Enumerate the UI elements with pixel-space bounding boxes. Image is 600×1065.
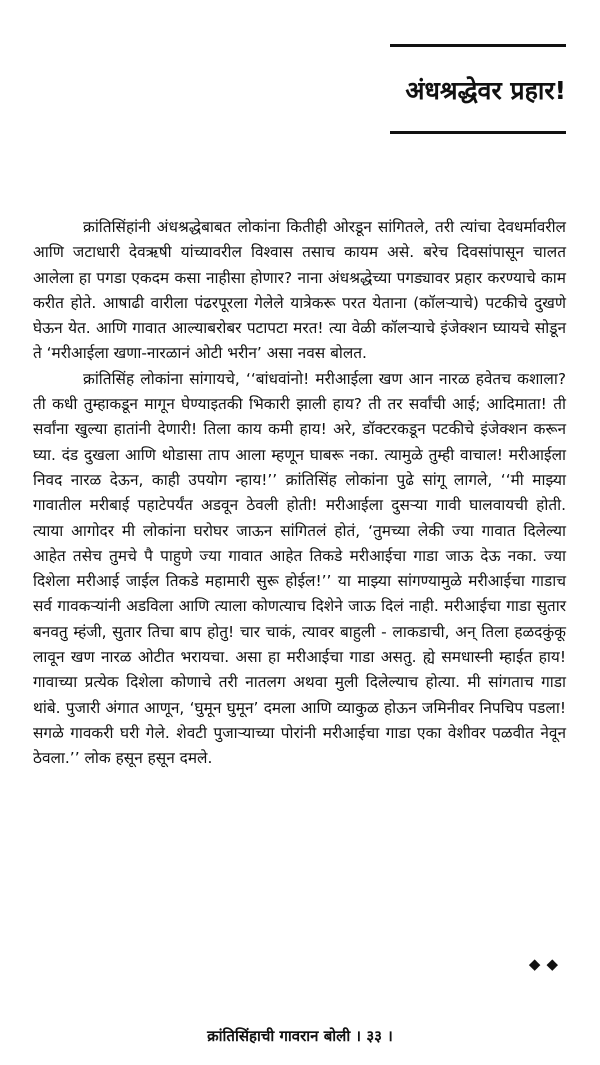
title-top-rule <box>390 44 566 47</box>
paragraph-1: क्रांतिसिंहांनी अंधश्रद्धेबाबत लोकांना कितीही ओरडून सांगितले, तरी त्यांचा देवधर्मावरील आणि जटाधारी देवऋषी यांच्यावरील विश्वास तसाच कायम असे. बरेच दिवसांपासून चालत आलेला हा पगडा एकदम कसा नाहीसा होणार? नाना अंधश्रद्धेच्या पगड्यावर प्रहार करण्याचे काम करीत होते. आषाढी वारीला पंढरपूरला गेलेले यात्रेकरू परत येताना (कॉलऱ्याचे) पटकीचे दुखणे घेऊन येत. आणि गावात आल्याबरोबर पटापटा मरत! त्या वेळी कॉलऱ्याचे इंजेक्शन घ्यायचे सोडून ते ‘मरीआईला खणा-नारळानं ओटी भरीन’ असा नवस बोलत. <box>33 218 566 363</box>
section-end-diamonds: ◆◆ <box>528 955 564 973</box>
chapter-title: अंधश्रद्धेवर प्रहार! <box>405 76 566 105</box>
page-footer: क्रांतिसिंहाची गावरान बोली । ३३ । <box>207 1027 393 1045</box>
body-text <box>33 215 566 772</box>
paragraph-2: क्रांतिसिंह लोकांना सांगायचे, ‘‘बांधवांनो! मरीआईला खण आन नारळ हवेतच कशाला? ती कधी तुम्हाकडून मागून घेण्याइतकी भिकारी झाली हाय? ती तर सर्वांची आई; आदिमाता! ती सर्वांना खुल्या हातांनी देणारी! तिला काय कमी हाय! अरे, डॉक्टरकडून पटकीचे इंजेक्शन करून घ्या. दंड दुखला आणि थोडासा ताप आला म्हणून घाबरू नका. त्यामुळे तुम्ही वाचाल! मरीआईला निवद नारळ देऊन, काही उपयोग न्हाय!’’ क्रांतिसिंह लोकांना पुढे सांगू लागले, ‘‘मी माझ्या गावातील मरीबाई पहाटेपर्यंत अडवून ठेवली होती! मरीआईला दुसऱ्या गावी घालवायची होती. त्याया आगोदर मी लोकांना घरोघर जाऊन सांगितलं होतं, ‘तुमच्या लेकी ज्या गावात दिलेल्या आहेत तसेच तुमचे पै पाहुणे ज्या गावात आहेत तिकडे मरीआईचा गाडा जाऊ देऊ नका. ज्या दिशेला मरीआई जाईल तिकडे महामारी सुरू होईल!’’ या माझ्या सांगण्यामुळे मरीआईचा गाडाच सर्व गावकऱ्यांनी अडविला आणि त्याला कोणत्याच दिशेने जाऊ दिलं नाही. मरीआईचा गाडा सुतार बनवतु म्हंजी, सुतार तिचा बाप होतु! चार चाकं, त्यावर बाहुली - लाकडाची, अन् तिला हळदकुंकू लावून खण नारळ ओटीत भरायचा. असा हा मरीआईचा गाडा असतु. ह्ये समधास्नी म्हाईत हाय! गावाच्या प्रत्येक दिशेला कोणाचे तरी नातलग अथवा मुली दिलेल्याच होत्या. मी सांगताच गाडा थांबे. पुजारी अंगात आणून, ‘घुमून घुमून’ दमला आणि व्याकुळ होऊन जमिनीवर निपचिप पडला! सगळे गावकरी घरी गेले. शेवटी पुजाऱ्याच्या पोरांनी मरीआईचा गाडा एका वेशीवर पळवीत नेवून ठेवला.’’ लोक हसून हसून दमले. <box>33 369 566 768</box>
title-bottom-rule <box>390 131 566 134</box>
